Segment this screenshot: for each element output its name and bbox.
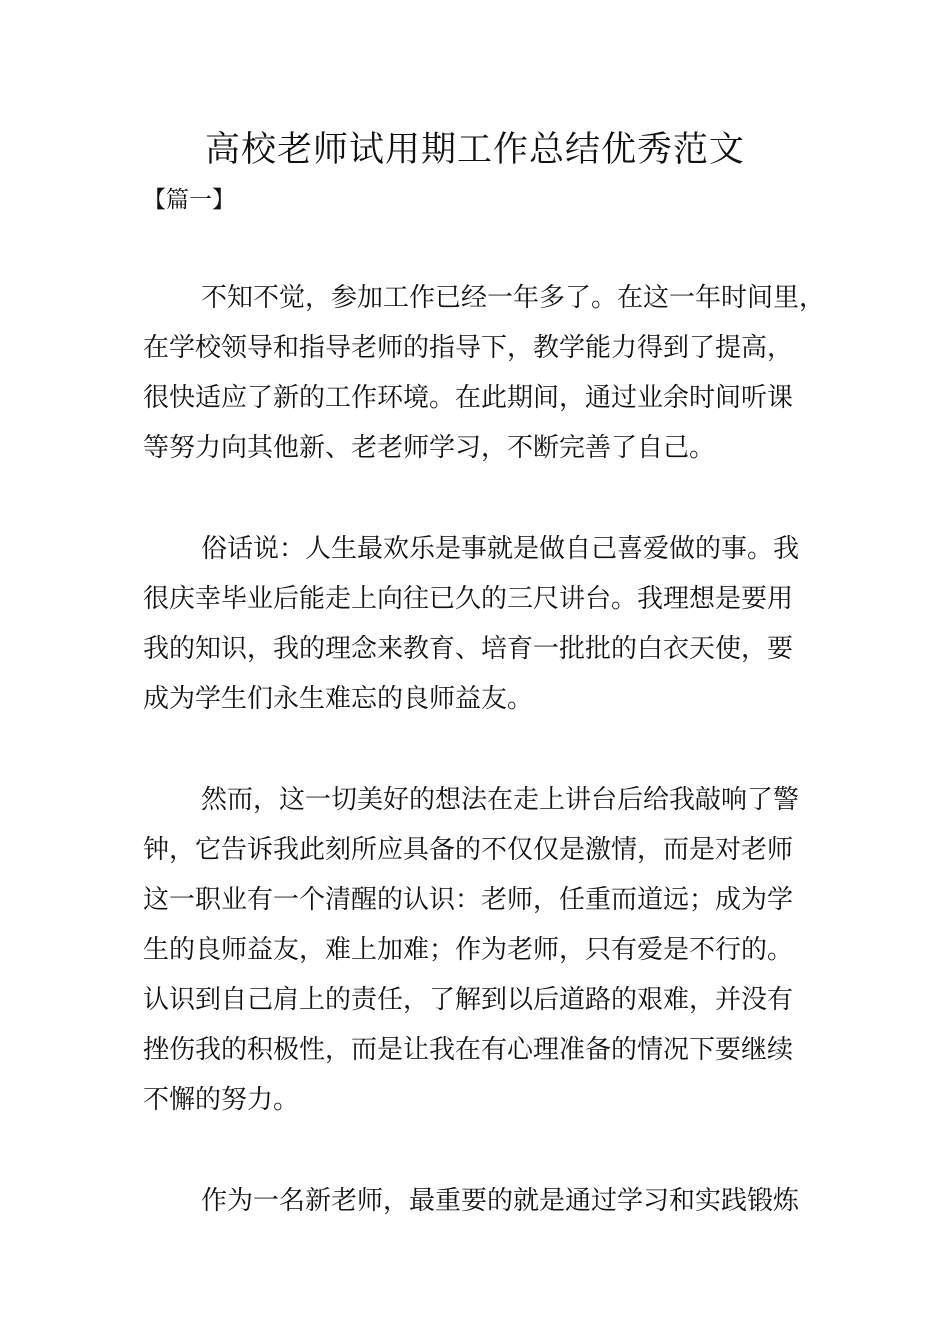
paragraph-3-line-5: 认识到自己肩上的责任，了解到以后道路的艰难，并没有 [143, 985, 794, 1015]
paragraph-1-line-2: 在学校领导和指导老师的指导下，教学能力得到了提高， [143, 333, 794, 363]
paragraph-1-line-1: 不知不觉，参加工作已经一年多了。在这一年时间里， [201, 283, 826, 313]
paragraph-2-line-2: 很庆幸毕业后能走上向往已久的三尺讲台。我理想是要用 [143, 584, 794, 614]
paragraph-2-line-3: 我的知识，我的理念来教育、培育一批批的白衣天使，要 [143, 634, 794, 664]
paragraph-3-line-6: 挫伤我的积极性，而是让我在有心理准备的情况下要继续 [143, 1035, 794, 1065]
paragraph-4-line-1: 作为一名新老师，最重要的就是通过学习和实践锻炼 [201, 1186, 800, 1216]
section-label: 【篇一】 [143, 187, 235, 213]
paragraph-2-line-4: 成为学生们永生难忘的良师益友。 [143, 684, 534, 714]
paragraph-3-line-7: 不懈的努力。 [143, 1085, 300, 1115]
paragraph-2-line-1: 俗话说：人生最欢乐是事就是做自己喜爱做的事。我 [201, 534, 800, 564]
paragraph-1-line-3: 很快适应了新的工作环境。在此期间，通过业余时间听课 [143, 383, 794, 413]
paragraph-3-line-1: 然而，这一切美好的想法在走上讲台后给我敲响了警 [201, 785, 800, 815]
paragraph-3-line-4: 生的良师益友，难上加难；作为老师，只有爱是不行的。 [143, 935, 794, 965]
document-title: 高校老师试用期工作总结优秀范文 [204, 130, 745, 170]
paragraph-1-line-4: 等努力向其他新、老老师学习，不断完善了自己。 [143, 433, 716, 463]
paragraph-3-line-2: 钟，它告诉我此刻所应具备的不仅仅是激情，而是对老师 [143, 835, 794, 865]
paragraph-3-line-3: 这一职业有一个清醒的认识：老师，任重而道远；成为学 [143, 885, 794, 915]
